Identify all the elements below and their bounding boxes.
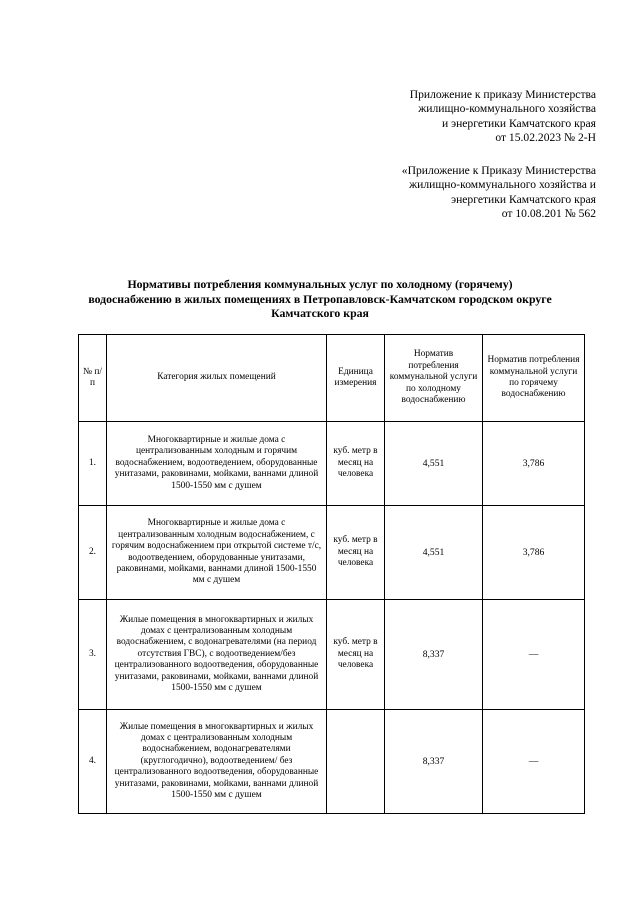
row-unit: куб. метр в месяц на человека	[327, 506, 385, 600]
appendix-header-line: Приложение к приказу Министерства	[409, 88, 596, 101]
row-num: 4.	[79, 710, 107, 814]
header-unit: Единица измерения	[327, 335, 385, 422]
row-hot-norm: —	[483, 600, 585, 710]
row-category: Многоквартирные и жилые дома с централизованным холодным водоснабжением, с горячим водоснабжением при открытой системе т/с, водоотведением, оборудованные унитазами, раковинами, мойками, ваннами длиной 1500-1550 мм с душем	[107, 506, 327, 600]
original-header-line: энергетики Камчатского края	[451, 192, 596, 206]
row-hot-norm: —	[483, 710, 585, 814]
title-line: водоснабжению в жилых помещениях в Петропавловск-Камчатском городском округе	[88, 291, 552, 306]
header-num: № п/п	[79, 335, 107, 422]
row-cold-norm: 8,337	[385, 710, 483, 814]
table-row	[79, 506, 585, 600]
header-hot-norm: Норматив потребления коммунальной услуги по горячему водоснабжению	[483, 335, 585, 422]
norms-table	[78, 334, 585, 814]
row-unit: куб. метр в месяц на человека	[327, 422, 385, 506]
row-hot-norm: 3,786	[483, 506, 585, 600]
table-row	[79, 422, 585, 506]
title-line: Нормативы потребления коммунальных услуг по холодному (горячему)	[127, 277, 513, 291]
row-category: Жилые помещения в многоквартирных и жилых домах с централизованным холодным водоснабжением, с водонагревателями (на период отсутствия ГВС), с водоотведением/без централизованного водоотведения, оборудованные унитазами, раковинами, мойками, ваннами длиной 1500-1550 мм с душем	[107, 600, 327, 710]
row-cold-norm: 4,551	[385, 506, 483, 600]
row-category: Многоквартирные и жилые дома с централизованным холодным и горячим водоснабжением, водоотведением, оборудованные унитазами, раковинами, мойками, ваннами длиной 1500-1550 мм с душем	[107, 422, 327, 506]
row-category: Жилые помещения в многоквартирных и жилых домах с централизованным холодным водоснабжением, водонагревателями (круглогодично), водоотведением/ без централизованного водоотведения, оборудованные унитазами, раковинами, мойками, ваннами длиной 1500-1550 мм с душем	[107, 710, 327, 814]
row-cold-norm: 4,551	[385, 422, 483, 506]
appendix-header-line: и энергетики Камчатского края	[442, 116, 596, 130]
appendix-header	[410, 88, 596, 146]
row-num: 1.	[79, 422, 107, 506]
title-line: Камчатского края	[271, 306, 369, 321]
table-row	[79, 600, 585, 710]
original-header-line: «Приложение к Приказу Министерства	[401, 164, 596, 177]
row-num: 2.	[79, 506, 107, 600]
appendix-header-line: от 15.02.2023 № 2-Н	[495, 131, 596, 145]
row-unit	[327, 710, 385, 814]
table-header-row	[79, 335, 585, 422]
original-header-line: жилищно-коммунального хозяйства и	[409, 178, 596, 192]
original-order-header	[402, 164, 596, 222]
table-row	[79, 710, 585, 814]
row-num: 3.	[79, 600, 107, 710]
row-cold-norm: 8,337	[385, 600, 483, 710]
row-unit: куб. метр в месяц на человека	[327, 600, 385, 710]
row-hot-norm: 3,786	[483, 422, 585, 506]
header-cold-norm: Норматив потребления коммунальной услуги по холодному водоснабжению	[385, 335, 483, 422]
document-title	[60, 277, 580, 321]
header-category: Категория жилых помещений	[107, 335, 327, 422]
appendix-header-line: жилищно-коммунального хозяйства	[418, 102, 596, 116]
original-header-line: от 10.08.201 № 562	[501, 207, 596, 221]
